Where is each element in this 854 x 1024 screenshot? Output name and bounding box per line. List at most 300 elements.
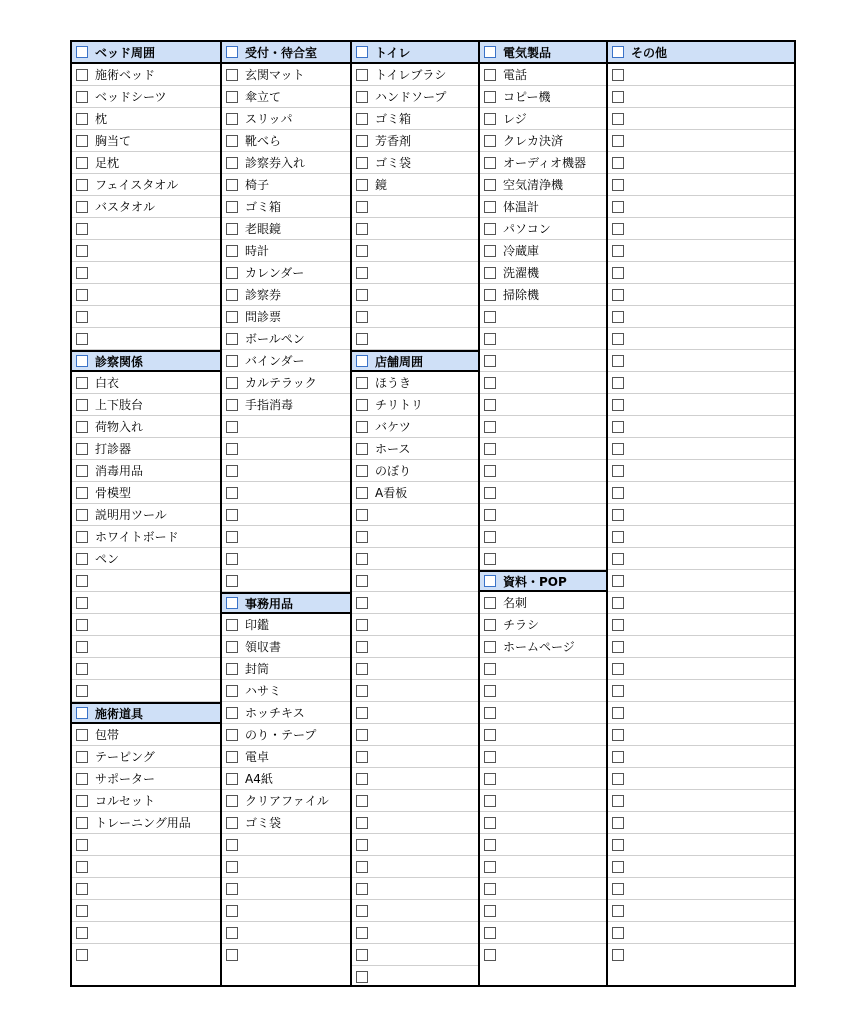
item-checkbox[interactable]: [76, 245, 88, 257]
item-checkbox[interactable]: [226, 421, 238, 433]
item-checkbox[interactable]: [226, 267, 238, 279]
item-checkbox[interactable]: [76, 179, 88, 191]
item-checkbox[interactable]: [484, 553, 496, 565]
item-checkbox[interactable]: [484, 685, 496, 697]
item-checkbox[interactable]: [612, 377, 624, 389]
item-checkbox[interactable]: [612, 311, 624, 323]
checklist-item: [222, 746, 350, 768]
checklist-item: [222, 614, 350, 636]
item-checkbox[interactable]: [76, 113, 88, 125]
blank-row: [72, 306, 220, 328]
item-checkbox[interactable]: [484, 443, 496, 455]
item-checkbox[interactable]: [612, 69, 624, 81]
checklist-item: [222, 680, 350, 702]
item-checkbox[interactable]: [356, 201, 368, 213]
blank-row: [608, 922, 794, 944]
item-checkbox[interactable]: [356, 69, 368, 81]
blank-row: [608, 372, 794, 394]
item-checkbox[interactable]: [356, 575, 368, 587]
section-checkbox[interactable]: [76, 707, 88, 719]
section-checkbox[interactable]: [76, 46, 88, 58]
blank-row: [352, 856, 478, 878]
checklist-sheet: [70, 40, 796, 987]
item-checkbox[interactable]: [484, 707, 496, 719]
item-label: 傘立て: [245, 90, 282, 104]
checklist-item: [72, 812, 220, 834]
checklist-item: [222, 636, 350, 658]
item-checkbox[interactable]: [612, 817, 624, 829]
item-checkbox[interactable]: [356, 157, 368, 169]
item-checkbox[interactable]: [226, 443, 238, 455]
item-checkbox[interactable]: [226, 839, 238, 851]
item-checkbox[interactable]: [612, 839, 624, 851]
item-checkbox[interactable]: [226, 773, 238, 785]
checklist-item: [480, 592, 606, 614]
item-checkbox[interactable]: [356, 509, 368, 521]
item-checkbox[interactable]: [612, 707, 624, 719]
item-checkbox[interactable]: [226, 201, 238, 213]
item-checkbox[interactable]: [76, 465, 88, 477]
item-checkbox[interactable]: [76, 421, 88, 433]
item-checkbox[interactable]: [226, 751, 238, 763]
section-header: [72, 350, 220, 372]
section-checkbox[interactable]: [226, 597, 238, 609]
checklist-item: [352, 482, 478, 504]
blank-row: [480, 834, 606, 856]
item-checkbox[interactable]: [356, 465, 368, 477]
item-checkbox[interactable]: [356, 311, 368, 323]
item-checkbox[interactable]: [612, 883, 624, 895]
item-checkbox[interactable]: [484, 927, 496, 939]
item-checkbox[interactable]: [356, 795, 368, 807]
item-checkbox[interactable]: [612, 729, 624, 741]
blank-row: [480, 724, 606, 746]
item-checkbox[interactable]: [226, 135, 238, 147]
item-checkbox[interactable]: [226, 729, 238, 741]
item-checkbox[interactable]: [356, 487, 368, 499]
item-checkbox[interactable]: [226, 91, 238, 103]
section-header: [480, 570, 606, 592]
item-checkbox[interactable]: [76, 685, 88, 697]
item-checkbox[interactable]: [484, 729, 496, 741]
item-checkbox[interactable]: [226, 927, 238, 939]
checklist-item: [222, 724, 350, 746]
item-checkbox[interactable]: [356, 553, 368, 565]
item-checkbox[interactable]: [612, 201, 624, 213]
blank-row: [608, 900, 794, 922]
item-checkbox[interactable]: [612, 443, 624, 455]
item-checkbox[interactable]: [76, 883, 88, 895]
item-checkbox[interactable]: [226, 399, 238, 411]
item-checkbox[interactable]: [612, 927, 624, 939]
item-checkbox[interactable]: [226, 619, 238, 631]
item-checkbox[interactable]: [356, 773, 368, 785]
checklist-item: [480, 240, 606, 262]
blank-row: [608, 812, 794, 834]
blank-row: [608, 174, 794, 196]
item-checkbox[interactable]: [356, 179, 368, 191]
item-checkbox[interactable]: [356, 619, 368, 631]
checklist-item: [480, 152, 606, 174]
section-title: その他: [631, 45, 668, 60]
item-checkbox[interactable]: [76, 333, 88, 345]
checklist-item: [352, 130, 478, 152]
item-checkbox[interactable]: [612, 553, 624, 565]
item-checkbox[interactable]: [356, 817, 368, 829]
item-checkbox[interactable]: [356, 223, 368, 235]
blank-row: [608, 460, 794, 482]
item-label: 胸当て: [95, 134, 132, 148]
item-checkbox[interactable]: [484, 531, 496, 543]
column-3: [352, 42, 480, 985]
item-checkbox[interactable]: [612, 245, 624, 257]
item-label: 骨模型: [95, 486, 132, 500]
item-checkbox[interactable]: [612, 267, 624, 279]
blank-row: [608, 482, 794, 504]
item-checkbox[interactable]: [612, 795, 624, 807]
section-header: [72, 42, 220, 64]
checklist-item: [72, 372, 220, 394]
checklist-item: [222, 64, 350, 86]
item-label: コルセット: [95, 794, 156, 808]
item-label: ホワイトボード: [95, 530, 179, 544]
item-label: 白衣: [95, 376, 120, 390]
item-checkbox[interactable]: [226, 531, 238, 543]
item-checkbox[interactable]: [356, 245, 368, 257]
item-checkbox[interactable]: [76, 157, 88, 169]
item-checkbox[interactable]: [484, 663, 496, 675]
item-checkbox[interactable]: [76, 795, 88, 807]
blank-row: [608, 746, 794, 768]
item-checkbox[interactable]: [484, 817, 496, 829]
item-checkbox[interactable]: [612, 223, 624, 235]
item-checkbox[interactable]: [612, 575, 624, 587]
section-header: [608, 42, 794, 64]
item-checkbox[interactable]: [76, 751, 88, 763]
item-checkbox[interactable]: [484, 157, 496, 169]
item-checkbox[interactable]: [226, 817, 238, 829]
item-checkbox[interactable]: [356, 861, 368, 873]
checklist-item: [480, 174, 606, 196]
item-checkbox[interactable]: [484, 949, 496, 961]
item-checkbox[interactable]: [76, 531, 88, 543]
checklist-item: [352, 394, 478, 416]
blank-row: [72, 878, 220, 900]
item-checkbox[interactable]: [76, 443, 88, 455]
item-checkbox[interactable]: [356, 927, 368, 939]
item-checkbox[interactable]: [76, 905, 88, 917]
item-checkbox[interactable]: [76, 861, 88, 873]
item-label: 枕: [95, 112, 108, 126]
item-checkbox[interactable]: [356, 839, 368, 851]
item-checkbox[interactable]: [612, 663, 624, 675]
item-checkbox[interactable]: [356, 443, 368, 455]
item-checkbox[interactable]: [226, 113, 238, 125]
item-checkbox[interactable]: [356, 905, 368, 917]
blank-row: [608, 152, 794, 174]
item-checkbox[interactable]: [612, 113, 624, 125]
section-checkbox[interactable]: [226, 46, 238, 58]
item-checkbox[interactable]: [484, 289, 496, 301]
item-label: 老眼鏡: [245, 222, 282, 236]
item-checkbox[interactable]: [356, 971, 368, 983]
item-checkbox[interactable]: [484, 883, 496, 895]
item-checkbox[interactable]: [484, 201, 496, 213]
blank-row: [480, 416, 606, 438]
item-checkbox[interactable]: [484, 641, 496, 653]
item-checkbox[interactable]: [612, 399, 624, 411]
item-checkbox[interactable]: [484, 113, 496, 125]
item-label: 電卓: [245, 750, 270, 764]
blank-row: [608, 218, 794, 240]
item-checkbox[interactable]: [612, 289, 624, 301]
item-checkbox[interactable]: [484, 773, 496, 785]
item-checkbox[interactable]: [226, 883, 238, 895]
item-checkbox[interactable]: [76, 377, 88, 389]
item-checkbox[interactable]: [76, 69, 88, 81]
item-checkbox[interactable]: [356, 597, 368, 609]
item-checkbox[interactable]: [484, 399, 496, 411]
item-checkbox[interactable]: [484, 135, 496, 147]
item-checkbox[interactable]: [226, 861, 238, 873]
item-checkbox[interactable]: [76, 311, 88, 323]
item-checkbox[interactable]: [356, 421, 368, 433]
item-checkbox[interactable]: [226, 223, 238, 235]
item-checkbox[interactable]: [76, 773, 88, 785]
blank-row: [608, 284, 794, 306]
item-checkbox[interactable]: [226, 641, 238, 653]
item-checkbox[interactable]: [76, 267, 88, 279]
section-checkbox[interactable]: [356, 355, 368, 367]
item-checkbox[interactable]: [76, 597, 88, 609]
column-1: [72, 42, 222, 985]
item-checkbox[interactable]: [356, 289, 368, 301]
item-checkbox[interactable]: [612, 487, 624, 499]
checklist-item: [222, 790, 350, 812]
item-checkbox[interactable]: [484, 839, 496, 851]
item-checkbox[interactable]: [76, 289, 88, 301]
blank-row: [352, 262, 478, 284]
item-label: ペン: [95, 552, 120, 566]
item-checkbox[interactable]: [612, 333, 624, 345]
item-checkbox[interactable]: [76, 641, 88, 653]
item-checkbox[interactable]: [356, 333, 368, 345]
item-checkbox[interactable]: [356, 91, 368, 103]
item-checkbox[interactable]: [612, 157, 624, 169]
blank-row: [222, 438, 350, 460]
item-checkbox[interactable]: [484, 91, 496, 103]
item-checkbox[interactable]: [356, 685, 368, 697]
item-label: 診察券: [245, 288, 282, 302]
item-checkbox[interactable]: [612, 531, 624, 543]
item-checkbox[interactable]: [484, 751, 496, 763]
item-checkbox[interactable]: [226, 377, 238, 389]
section-checkbox[interactable]: [612, 46, 624, 58]
item-checkbox[interactable]: [226, 905, 238, 917]
item-checkbox[interactable]: [356, 113, 368, 125]
item-checkbox[interactable]: [356, 949, 368, 961]
item-checkbox[interactable]: [612, 355, 624, 367]
item-checkbox[interactable]: [612, 91, 624, 103]
blank-row: [608, 724, 794, 746]
item-checkbox[interactable]: [484, 509, 496, 521]
blank-row: [222, 900, 350, 922]
checklist-item: [72, 746, 220, 768]
item-label: のり・テープ: [245, 728, 317, 742]
item-label: 玄関マット: [245, 68, 305, 82]
item-checkbox[interactable]: [356, 641, 368, 653]
item-checkbox[interactable]: [612, 619, 624, 631]
checklist-item: [72, 768, 220, 790]
checklist-item: [480, 196, 606, 218]
item-checkbox[interactable]: [226, 509, 238, 521]
item-checkbox[interactable]: [76, 509, 88, 521]
item-checkbox[interactable]: [356, 377, 368, 389]
checklist-item: [72, 64, 220, 86]
blank-row: [480, 922, 606, 944]
item-checkbox[interactable]: [612, 597, 624, 609]
section-checkbox[interactable]: [484, 575, 496, 587]
section-title: 電気製品: [503, 45, 552, 60]
blank-row: [352, 680, 478, 702]
item-checkbox[interactable]: [356, 531, 368, 543]
item-checkbox[interactable]: [76, 729, 88, 741]
item-label: パソコン: [503, 222, 551, 236]
item-checkbox[interactable]: [612, 641, 624, 653]
item-checkbox[interactable]: [484, 179, 496, 191]
item-checkbox[interactable]: [226, 575, 238, 587]
item-checkbox[interactable]: [356, 883, 368, 895]
blank-row: [608, 790, 794, 812]
item-checkbox[interactable]: [612, 465, 624, 477]
checklist-item: [72, 196, 220, 218]
checklist-item: [72, 460, 220, 482]
item-checkbox[interactable]: [226, 311, 238, 323]
item-checkbox[interactable]: [226, 707, 238, 719]
item-checkbox[interactable]: [612, 861, 624, 873]
item-label: 足枕: [95, 156, 120, 170]
item-checkbox[interactable]: [612, 905, 624, 917]
item-checkbox[interactable]: [76, 949, 88, 961]
item-checkbox[interactable]: [226, 355, 238, 367]
item-checkbox[interactable]: [226, 663, 238, 675]
item-checkbox[interactable]: [226, 179, 238, 191]
item-checkbox[interactable]: [76, 817, 88, 829]
item-checkbox[interactable]: [484, 421, 496, 433]
item-checkbox[interactable]: [76, 553, 88, 565]
item-checkbox[interactable]: [484, 223, 496, 235]
item-checkbox[interactable]: [484, 69, 496, 81]
item-checkbox[interactable]: [484, 597, 496, 609]
item-checkbox[interactable]: [612, 751, 624, 763]
checklist-item: [222, 130, 350, 152]
item-checkbox[interactable]: [76, 619, 88, 631]
item-checkbox[interactable]: [612, 179, 624, 191]
item-checkbox[interactable]: [226, 245, 238, 257]
item-checkbox[interactable]: [612, 135, 624, 147]
item-checkbox[interactable]: [612, 773, 624, 785]
blank-row: [352, 614, 478, 636]
item-checkbox[interactable]: [226, 157, 238, 169]
section-checkbox[interactable]: [76, 355, 88, 367]
item-checkbox[interactable]: [76, 135, 88, 147]
item-checkbox[interactable]: [226, 685, 238, 697]
item-checkbox[interactable]: [76, 487, 88, 499]
item-checkbox[interactable]: [612, 685, 624, 697]
item-checkbox[interactable]: [612, 949, 624, 961]
item-checkbox[interactable]: [76, 201, 88, 213]
item-checkbox[interactable]: [76, 399, 88, 411]
item-checkbox[interactable]: [484, 377, 496, 389]
blank-row: [608, 526, 794, 548]
item-checkbox[interactable]: [356, 751, 368, 763]
section-checkbox[interactable]: [356, 46, 368, 58]
item-checkbox[interactable]: [226, 487, 238, 499]
blank-row: [608, 878, 794, 900]
item-checkbox[interactable]: [484, 795, 496, 807]
item-checkbox[interactable]: [226, 333, 238, 345]
item-checkbox[interactable]: [484, 619, 496, 631]
checklist-item: [222, 108, 350, 130]
item-label: ゴミ箱: [375, 112, 412, 126]
item-checkbox[interactable]: [226, 949, 238, 961]
item-checkbox[interactable]: [226, 795, 238, 807]
item-checkbox[interactable]: [226, 69, 238, 81]
checklist-item: [72, 504, 220, 526]
column-5: [608, 42, 794, 985]
item-checkbox[interactable]: [76, 927, 88, 939]
item-checkbox[interactable]: [484, 333, 496, 345]
blank-row: [480, 680, 606, 702]
blank-row: [222, 526, 350, 548]
blank-row: [480, 900, 606, 922]
item-checkbox[interactable]: [484, 487, 496, 499]
item-label: 印鑑: [245, 618, 270, 632]
blank-row: [608, 306, 794, 328]
item-checkbox[interactable]: [76, 663, 88, 675]
item-checkbox[interactable]: [484, 861, 496, 873]
item-checkbox[interactable]: [484, 355, 496, 367]
item-checkbox[interactable]: [356, 729, 368, 741]
item-checkbox[interactable]: [356, 399, 368, 411]
item-checkbox[interactable]: [356, 663, 368, 675]
item-checkbox[interactable]: [76, 575, 88, 587]
blank-row: [480, 812, 606, 834]
item-checkbox[interactable]: [226, 553, 238, 565]
item-label: トレーニング用品: [95, 816, 191, 830]
item-label: ゴミ袋: [375, 156, 412, 170]
item-checkbox[interactable]: [484, 311, 496, 323]
item-label: 掃除機: [503, 288, 540, 302]
item-checkbox[interactable]: [356, 135, 368, 147]
item-checkbox[interactable]: [76, 839, 88, 851]
blank-row: [352, 768, 478, 790]
item-checkbox[interactable]: [484, 905, 496, 917]
item-checkbox[interactable]: [226, 465, 238, 477]
item-checkbox[interactable]: [76, 223, 88, 235]
item-checkbox[interactable]: [484, 267, 496, 279]
item-checkbox[interactable]: [226, 289, 238, 301]
item-checkbox[interactable]: [76, 91, 88, 103]
checklist-item: [480, 284, 606, 306]
item-checkbox[interactable]: [612, 421, 624, 433]
item-checkbox[interactable]: [484, 465, 496, 477]
section-checkbox[interactable]: [484, 46, 496, 58]
item-checkbox[interactable]: [356, 267, 368, 279]
item-checkbox[interactable]: [612, 509, 624, 521]
item-checkbox[interactable]: [484, 245, 496, 257]
item-checkbox[interactable]: [356, 707, 368, 719]
